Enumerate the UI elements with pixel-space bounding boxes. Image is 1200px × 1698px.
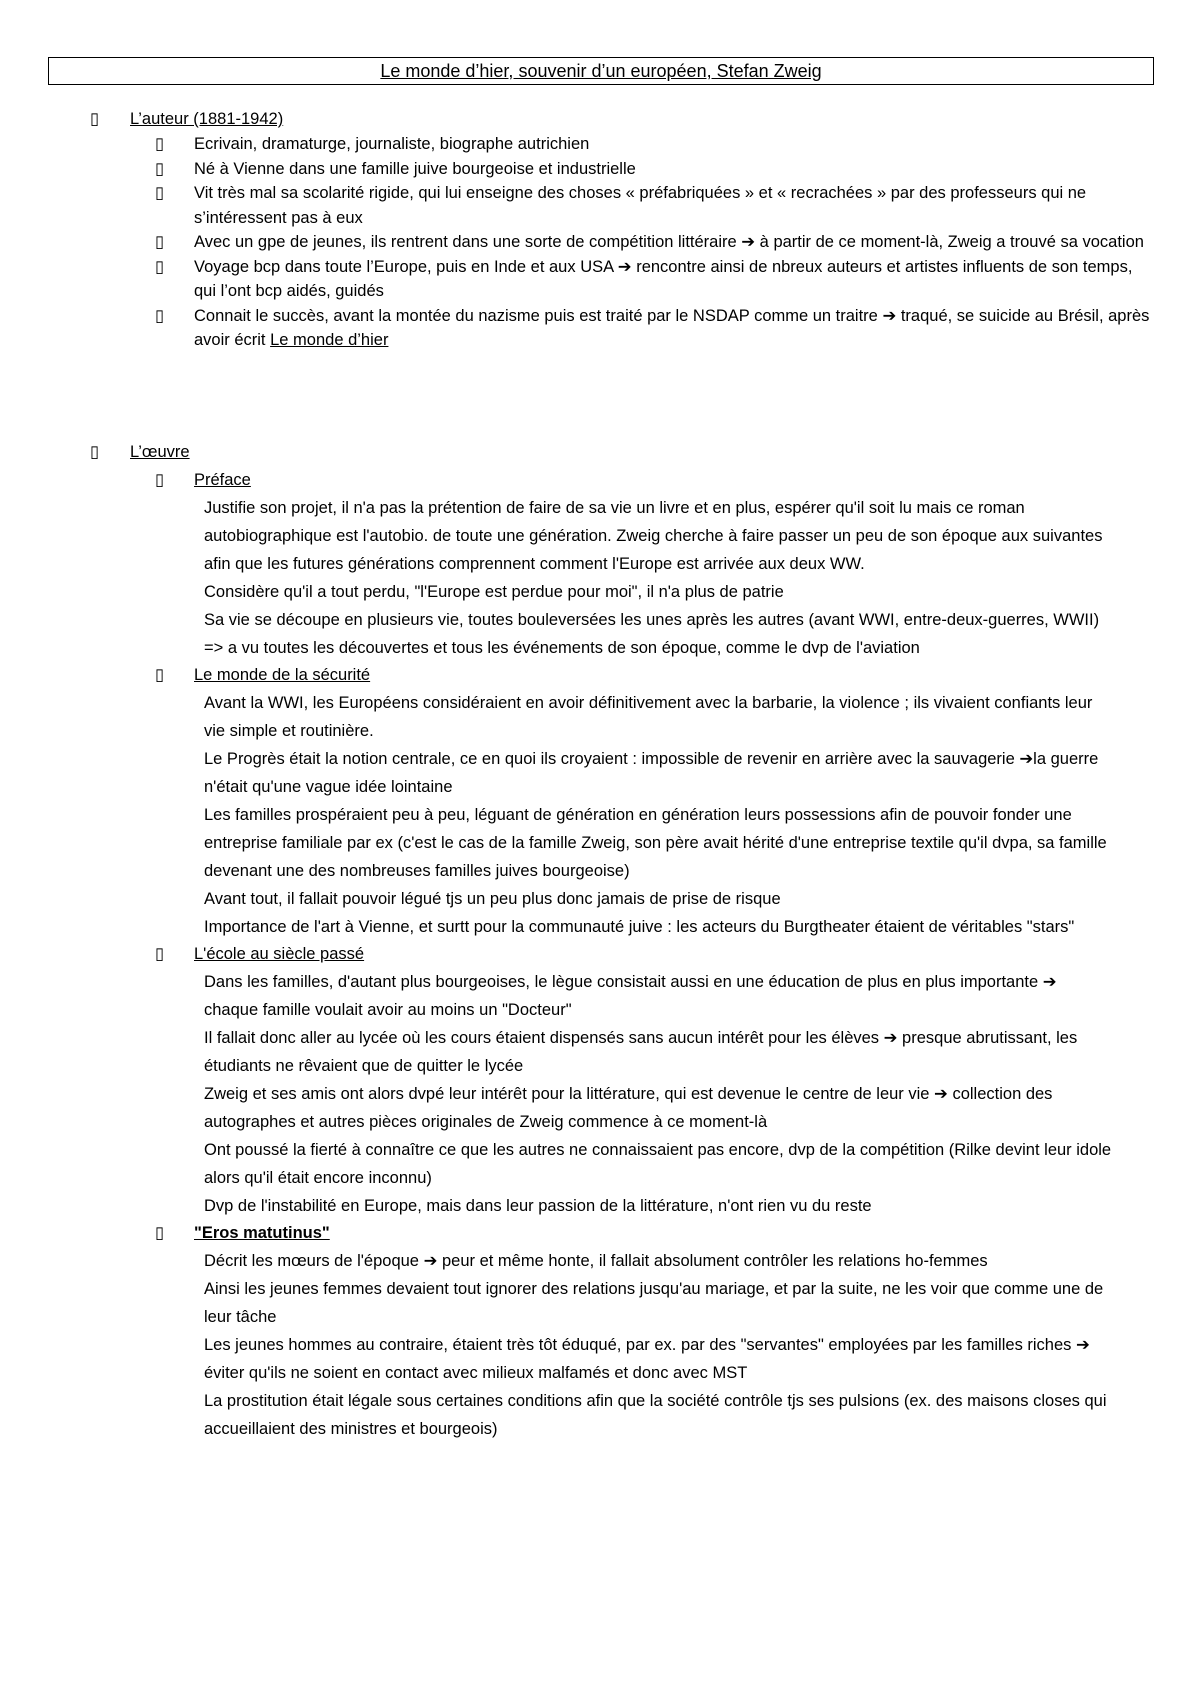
subsection-heading (155, 1220, 1155, 1247)
document-title: Le monde d’hier, souvenir d’un européen, Stefan Zweig (48, 57, 1154, 85)
subsection-heading (155, 662, 1155, 689)
subsection-title: Préface (194, 471, 251, 489)
list-item-text: Avec un gpe de jeunes, ils rentrent dans une sorte de compétition littéraire ➔ à partir de ce moment-là, Zweig a trouvé sa vocation (194, 233, 1144, 251)
subsection-paragraph: Ont poussé la fierté à connaître ce que les autres ne connaissaient pas encore, dvp de la compétition (Rilke devint leur idole alors qu'il était encore inconnu) (204, 1141, 1112, 1187)
subsection-paragraph: Ainsi les jeunes femmes devaient tout ignorer des relations jusqu'au mariage, et par la suite, ne les voir que comme une de leur tâche (204, 1280, 1104, 1326)
subsection-paragraph: Il fallait donc aller au lycée où les cours étaient dispensés sans aucun intérêt pour les élèves ➔ presque abrutissant, les étudiants ne rêvaient que de quitter le lycée (204, 1029, 1078, 1075)
subsection-paragraph: Les jeunes hommes au contraire, étaient très tôt éduqué, par ex. par des "servantes" employées par les familles riches ➔ éviter qu'ils ne soient en contact avec milieux malfamés et donc avec MST (204, 1336, 1090, 1382)
subsection-paragraph: Zweig et ses amis ont alors dvpé leur intérêt pour la littérature, qui est devenue le centre de leur vie ➔ collection des autographes et autres pièces originales de Zweig commence à ce moment-là (204, 1085, 1053, 1131)
list-item (155, 230, 1155, 255)
book-title-reference: Le monde d’hier (270, 331, 389, 349)
list-item-text: Voyage bcp dans toute l’Europe, puis en Inde et aux USA ➔ rencontre ainsi de nbreux auteurs et artistes influents de son temps, qui l’ont bcp aidés, guidés (194, 257, 1133, 300)
bullet-icon: ▯ (155, 945, 165, 963)
list-item (155, 132, 1155, 157)
subsection-paragraph: Les familles prospéraient peu à peu, léguant de génération en génération leurs possessions afin de pouvoir fonder une entreprise familiale par ex (c'est le cas de la famille Zweig, son père avait hérité d'une entreprise textile qu'il dvpa, sa famille devenant une des nombreuses familles juives bourgeoise) (204, 806, 1107, 880)
subsection-paragraph: Décrit les mœurs de l'époque ➔ peur et même honte, il fallait absolument contrôler les relations ho-femmes (204, 1252, 988, 1270)
list-item (155, 181, 1155, 230)
bullet-icon: ▯ (155, 666, 165, 684)
subsection-paragraph: Avant la WWI, les Européens considéraient en avoir définitivement avec la barbarie, la violence ; ils vivaient confiants leur vie simple et routinière. (204, 694, 1093, 740)
subsection-heading (155, 941, 1155, 968)
bullet-icon: ▯ (155, 257, 165, 276)
list-item (155, 157, 1155, 182)
subsection-paragraph: Sa vie se découpe en plusieurs vie, toutes bouleversées les unes après les autres (avant WWI, entre-deux-guerres, WWII) => a vu toutes les découvertes et tous les événements de son époque, comme le dvp de l'aviation (204, 611, 1100, 657)
oeuvre-sections (155, 467, 1155, 1443)
bullet-icon: ▯ (155, 135, 165, 153)
subsection-paragraph: Avant tout, il fallait pouvoir légué tjs un peu plus donc jamais de prise de risque (204, 890, 781, 908)
bullet-icon: ▯ (155, 184, 165, 202)
bullet-icon: ▯ (90, 110, 100, 128)
subsection-title: L'école au siècle passé (194, 945, 365, 963)
section-heading-label: L’auteur (1881-1942) (130, 110, 284, 128)
list-item-text-main: Connait le succès, avant la montée du nazisme puis est traité par le NSDAP comme un traitre ➔ traqué, se suicide au Brésil, après avoir écrit (194, 306, 1150, 349)
subsection-paragraph: Le Progrès était la notion centrale, ce en quoi ils croyaient : impossible de revenir en arrière avec la sauvagerie ➔la guerre n'était qu'une vague idée lointaine (204, 750, 1099, 796)
list-item-text: Né à Vienne dans une famille juive bourgeoise et industrielle (194, 159, 636, 178)
subsection-paragraph: Considère qu'il a tout perdu, "l'Europe est perdue pour moi", il n'a plus de patrie (204, 583, 784, 601)
list-item-text: Ecrivain, dramaturge, journaliste, biographe autrichien (194, 135, 590, 153)
bullet-icon: ▯ (155, 306, 165, 325)
list-item (155, 255, 1155, 304)
list-item-text (194, 304, 1155, 353)
subsection-paragraph: Justifie son projet, il n'a pas la prétention de faire de sa vie un livre et en plus, espérer qu'il soit lu mais ce roman autobiographique est l'autobio. de toute une génération. Zweig cherche à faire passer un peu de son époque aux suivantes afin que les futures générations comprennent comment l'Europe est arrivée aux deux WW. (204, 499, 1103, 573)
auteur-list (155, 132, 1155, 353)
bullet-icon: ▯ (155, 1224, 165, 1242)
subsection-paragraph: Dvp de l'instabilité en Europe, mais dans leur passion de la littérature, n'ont rien vu du reste (204, 1197, 872, 1215)
subsection-paragraph: Importance de l'art à Vienne, et surtt pour la communauté juive : les acteurs du Burgtheater étaient de véritables "stars" (204, 918, 1075, 936)
list-item (155, 304, 1155, 353)
subsection-title: "Eros matutinus" (194, 1224, 330, 1242)
subsection-paragraph: La prostitution était légale sous certaines conditions afin que la société contrôle tjs ses pulsions (ex. des maisons closes qui accueillaient des ministres et bourgeois) (204, 1392, 1107, 1438)
subsection-title: Le monde de la sécurité (194, 666, 371, 684)
section-heading-label: L’œuvre (130, 443, 190, 461)
bullet-icon: ▯ (155, 471, 165, 489)
bullet-icon: ▯ (90, 443, 100, 461)
bullet-icon: ▯ (155, 233, 165, 251)
bullet-icon: ▯ (155, 159, 165, 178)
subsection-paragraph: Dans les familles, d'autant plus bourgeoises, le lègue consistait aussi en une éducation de plus en plus importante ➔ chaque famille voulait avoir au moins un "Docteur" (204, 973, 1057, 1019)
list-item-text: Vit très mal sa scolarité rigide, qui lui enseigne des choses « préfabriquées » et « recrachées » par des professeurs qui ne s’intéressent pas à eux (194, 184, 1087, 227)
subsection-heading (155, 467, 1155, 494)
